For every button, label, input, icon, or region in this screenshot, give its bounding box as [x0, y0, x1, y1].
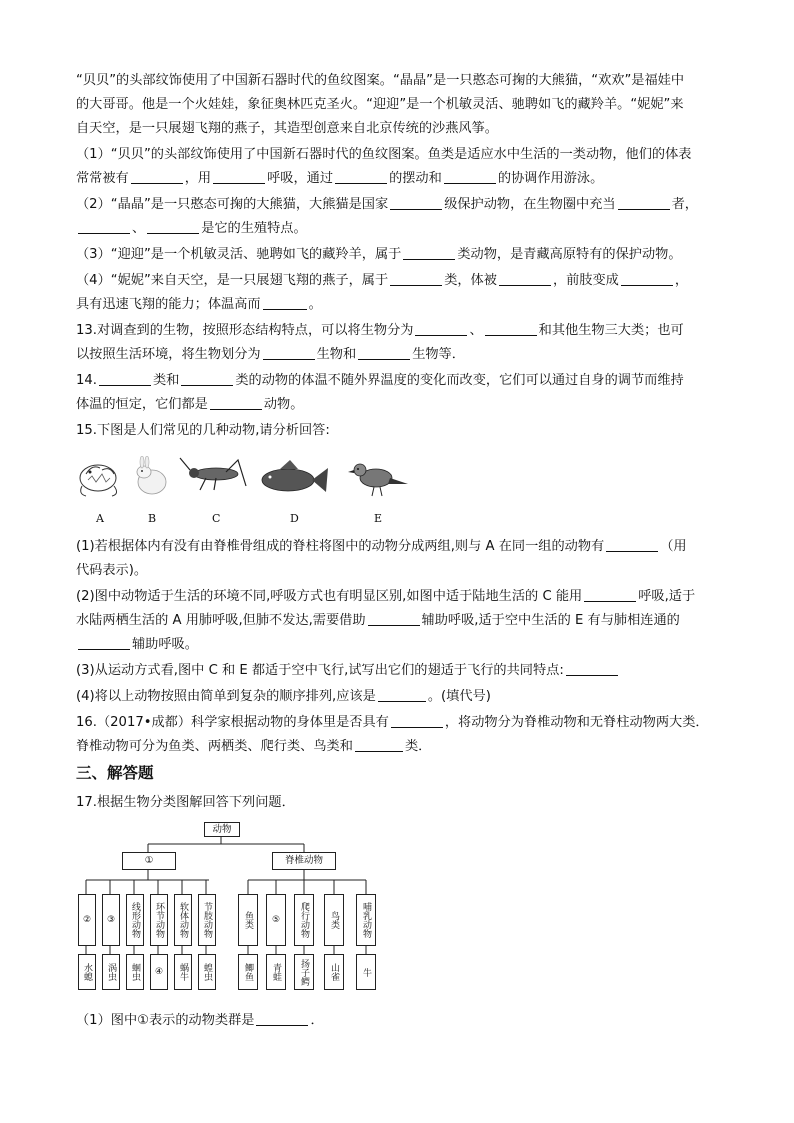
text: 水陆两栖生活的 A 用肺呼吸,但肺不发达,需要借助 — [76, 613, 366, 628]
text: （2）“晶晶”是一只憨态可掬的大熊猫，大熊猫是国家 — [76, 197, 389, 212]
tree-example-box: 青蛙 — [266, 954, 286, 990]
answer-blank[interactable] — [358, 345, 410, 360]
text: (2)图中动物适于生活的环境不同,呼吸方式也有明显区别,如图中适于陆地生活的 C 能用 — [76, 589, 583, 604]
tree-example-box: 鲫鱼 — [238, 954, 258, 990]
grasshopper-icon — [180, 458, 246, 490]
tree-group-box: 线形动物 — [126, 894, 144, 946]
answer-blank[interactable] — [78, 635, 130, 650]
text: 体温的恒定，它们都是 — [76, 397, 208, 412]
text: ， — [674, 273, 689, 288]
label-e: E — [374, 512, 383, 525]
answer-blank[interactable] — [99, 371, 151, 386]
text: 脊椎动物可分为鱼类、两栖类、爬行类、鸟类和 — [76, 739, 353, 754]
answer-blank[interactable] — [210, 395, 262, 410]
q15-1-line-2: 代码表示)。 — [76, 563, 148, 578]
q17-stem: 17.根据生物分类图解回答下列问题． — [76, 795, 295, 810]
text: （用 — [660, 539, 687, 554]
text: 16.（2017•成都）科学家根据动物的身体里是否具有 — [76, 715, 389, 730]
tree-group-box: ② — [78, 894, 96, 946]
q15-2-line-3 — [76, 634, 198, 656]
text: 13.对调查到的生物，按照形态结构特点，可以将生物分为 — [76, 323, 414, 338]
tree-example-box: 扬子鳄 — [294, 954, 314, 990]
answer-blank[interactable] — [256, 1011, 308, 1026]
text: ，用 — [184, 171, 212, 186]
q15-stem: 15.下图是人们常见的几种动物,请分析回答: — [76, 423, 330, 438]
text: (1)若根据体内有没有由脊椎骨组成的脊柱将图中的动物分成两组,则与 A 在同一组的动物有 — [76, 539, 605, 554]
text: 是它的生殖特点。 — [201, 221, 307, 236]
text: 的摆动和 — [389, 171, 442, 186]
tree-example-box: 山雀 — [324, 954, 344, 990]
answer-blank[interactable] — [606, 537, 658, 552]
text: 、 — [132, 221, 146, 236]
answer-blank[interactable] — [499, 271, 551, 286]
answer-blank[interactable] — [390, 271, 442, 286]
tree-root: 动物 — [204, 822, 240, 837]
text: 动物。 — [263, 397, 304, 412]
q16-line-2 — [76, 736, 431, 758]
answer-blank[interactable] — [378, 687, 426, 702]
text: 类和 — [152, 373, 180, 388]
tree-example-box: 水螅 — [78, 954, 96, 990]
animal-drawings — [76, 456, 416, 526]
text: 类的动物的体温不随外界温度的变化而改变，它们可以通过自身的调节而维持 — [235, 373, 684, 388]
tree-group-box: 软体动物 — [174, 894, 192, 946]
text: 呼吸，通过 — [267, 171, 334, 186]
answer-blank[interactable] — [390, 195, 442, 210]
tree-example-box: 蝗虫 — [198, 954, 216, 990]
tree-left-category: ① — [122, 852, 176, 870]
text: (3)从运动方式看,图中 C 和 E 都适于空中飞行,试写出它们的翅适于飞行的共同特点: — [76, 663, 564, 678]
tree-right-category: 脊椎动物 — [272, 852, 336, 870]
q14-line-1 — [76, 370, 684, 392]
text: 类． — [404, 739, 432, 754]
fish-icon — [262, 460, 328, 492]
answer-blank[interactable] — [355, 737, 403, 752]
text: 类动物，是青藏高原特有的保护动物。 — [457, 247, 682, 262]
answer-blank[interactable] — [485, 321, 537, 336]
answer-blank[interactable] — [415, 321, 467, 336]
q4-line-1 — [76, 270, 688, 292]
text: 具有迅速飞翔的能力；体温高而 — [76, 297, 261, 312]
text: 以按照生活环境，将生物划分为 — [76, 347, 261, 362]
classification-tree — [76, 822, 396, 1012]
q1-line-1: （1）“贝贝”的头部纹饰使用了中国新石器时代的鱼纹图案。鱼类是适应水中生活的一类动物，他们的体表 — [76, 147, 692, 162]
bird-icon — [348, 464, 408, 496]
answer-blank[interactable] — [566, 661, 618, 676]
tree-example-box: 蜗牛 — [174, 954, 192, 990]
label-b: B — [148, 512, 157, 525]
text: 、 — [469, 323, 483, 338]
text: 和其他生物三大类；也可 — [538, 323, 684, 338]
text: 。 — [308, 297, 322, 312]
tree-group-box: 爬行动物 — [294, 894, 314, 946]
answer-blank[interactable] — [584, 587, 636, 602]
q13-line-2 — [76, 344, 465, 366]
answer-blank[interactable] — [403, 245, 455, 260]
q15-2-line-2 — [76, 610, 680, 632]
answer-blank[interactable] — [335, 169, 387, 184]
answer-blank[interactable] — [391, 713, 443, 728]
answer-blank[interactable] — [213, 169, 265, 184]
tree-group-box: 哺乳动物 — [356, 894, 376, 946]
intro-line-3: 自天空，是一只展翅飞翔的燕子，其造型创意来自北京传统的沙燕风筝。 — [76, 121, 498, 136]
answer-blank[interactable] — [147, 219, 199, 234]
answer-blank[interactable] — [263, 345, 315, 360]
q15-4-line — [76, 686, 491, 708]
text: （3）“迎迎”是一个机敏灵活、驰聘如飞的藏羚羊，属于 — [76, 247, 402, 262]
q13-line-1 — [76, 320, 684, 342]
text: (4)将以上动物按照由简单到复杂的顺序排列,应该是 — [76, 689, 376, 704]
text: 者， — [671, 197, 698, 212]
q16-line-1 — [76, 712, 709, 734]
q15-3-line — [76, 660, 620, 682]
text: （4）“妮妮”来自天空，是一只展翅飞翔的燕子，属于 — [76, 273, 389, 288]
answer-blank[interactable] — [181, 371, 233, 386]
answer-blank[interactable] — [78, 219, 130, 234]
section-heading: 三、解答题 — [76, 764, 154, 782]
tree-example-box: 蛔虫 — [126, 954, 144, 990]
text: 类，体被 — [444, 273, 497, 288]
text: 生物和 — [316, 347, 357, 362]
text: （1）图中①表示的动物类群是 — [76, 1013, 255, 1028]
frog-icon — [80, 465, 117, 496]
text: ，将动物分为脊椎动物和无脊柱动物两大类． — [444, 715, 709, 730]
answer-blank[interactable] — [621, 271, 673, 286]
q1-line-2 — [76, 168, 603, 190]
animal-figure — [76, 456, 416, 526]
text: 14. — [76, 373, 97, 388]
text: 呼吸,适于 — [638, 589, 696, 604]
answer-blank[interactable] — [444, 169, 496, 184]
q2-line-2 — [76, 218, 307, 240]
label-a: A — [96, 512, 104, 525]
answer-blank[interactable] — [618, 195, 670, 210]
tree-group-box: 环节动物 — [150, 894, 168, 946]
q15-1-line-1 — [76, 536, 687, 558]
text: 辅助呼吸。 — [132, 637, 198, 652]
intro-line-2: 的大哥哥。他是一个火娃娃，象征奥林匹克圣火。“迎迎”是一个机敏灵活、驰聘如飞的藏羚羊。“妮妮”来 — [76, 97, 684, 112]
tree-example-box: 涡虫 — [102, 954, 120, 990]
q17-1-line — [76, 1010, 324, 1032]
text: 的协调作用游泳。 — [497, 171, 604, 186]
tree-group-box: ③ — [102, 894, 120, 946]
q14-line-2 — [76, 394, 303, 416]
text: 。(填代号) — [427, 689, 491, 704]
label-c: C — [212, 512, 221, 525]
tree-example-box: 牛 — [356, 954, 376, 990]
text: 级保护动物，在生物圈中充当 — [444, 197, 616, 212]
tree-group-box: ⑤ — [266, 894, 286, 946]
tree-connectors — [76, 822, 396, 1012]
answer-blank[interactable] — [368, 611, 420, 626]
q3-line — [76, 244, 682, 266]
intro-line-1: “贝贝”的头部纹饰使用了中国新石器时代的鱼纹图案。“晶晶”是一只憨态可掬的大熊猫，“欢欢”是福娃中 — [76, 73, 685, 88]
q2-line-1 — [76, 194, 698, 216]
text: 生物等． — [412, 347, 465, 362]
tree-example-box: ④ — [150, 954, 168, 990]
text: 常常被有 — [76, 171, 129, 186]
text: ． — [310, 1013, 324, 1028]
label-d: D — [290, 512, 299, 525]
tree-group-box: 鱼类 — [238, 894, 258, 946]
rabbit-icon — [137, 456, 166, 494]
q4-line-2 — [76, 294, 322, 316]
tree-group-box: 节肢动物 — [198, 894, 216, 946]
tree-group-box: 鸟类 — [324, 894, 344, 946]
text: ，前肢变成 — [552, 273, 619, 288]
answer-blank[interactable] — [263, 295, 307, 310]
answer-blank[interactable] — [131, 169, 183, 184]
text: 辅助呼吸,适于空中生活的 E 有与肺相连通的 — [421, 613, 680, 628]
q15-2-line-1 — [76, 586, 695, 608]
